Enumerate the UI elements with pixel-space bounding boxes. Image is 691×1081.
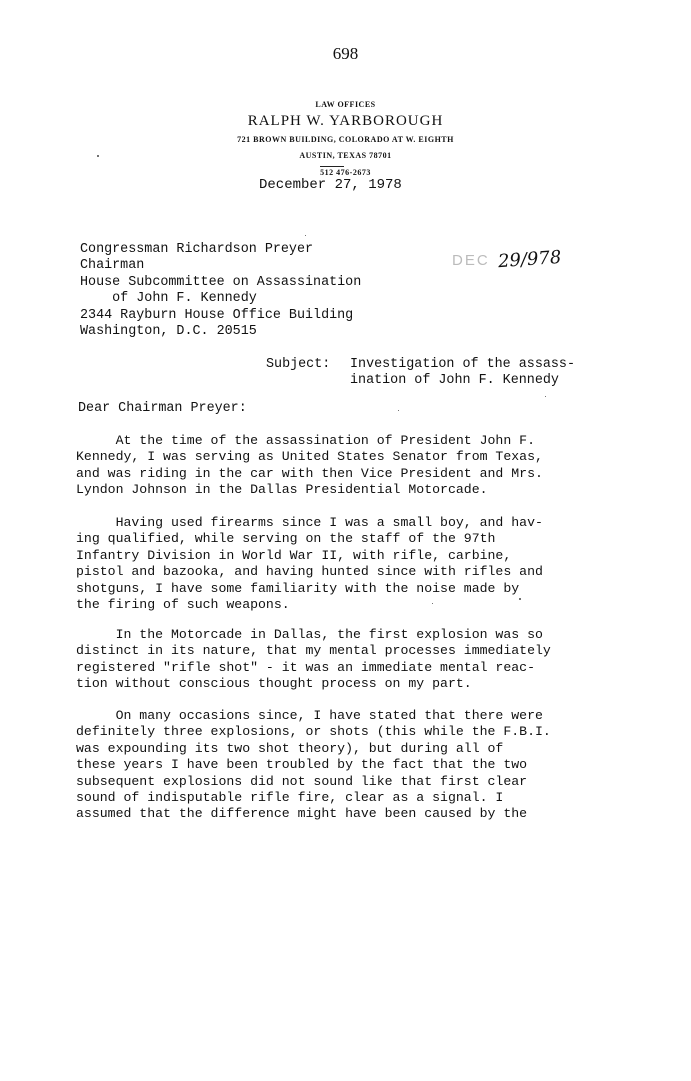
- scan-speck: [398, 410, 399, 411]
- paragraph-3-line-1: In the Motorcade in Dallas, the first explosion was so: [76, 627, 543, 642]
- paragraph-1-line-4: Lyndon Johnson in the Dallas Presidential Motorcade.: [76, 482, 488, 498]
- letterhead-name: RALPH W. YARBOROUGH: [247, 113, 444, 129]
- received-stamp: DEC: [452, 252, 490, 269]
- letterhead-phone: 512 476-2673: [320, 168, 371, 177]
- paragraph-4-line-2: definitely three explosions, or shots (this while the F.B.I.: [76, 724, 551, 740]
- body-paragraph-4: [76, 708, 551, 823]
- subject-line-1: Investigation of the assass-: [350, 357, 575, 372]
- scan-speck: [305, 235, 306, 236]
- body-paragraph-3: [76, 627, 551, 693]
- paragraph-3-line-4: tion without conscious thought process on my part.: [76, 676, 472, 692]
- paragraph-2-line-3: Infantry Division in World War II, with rifle, carbine,: [76, 547, 512, 563]
- body-paragraph-2: [76, 515, 543, 613]
- scan-speck: [97, 155, 99, 157]
- paragraph-4-line-5: subsequent explosions did not sound like that first clear: [76, 773, 528, 789]
- paragraph-1-line-1: At the time of the assassination of President John F.: [76, 433, 535, 448]
- letter-date: December 27, 1978: [259, 177, 402, 193]
- subject-label: Subject:: [266, 357, 331, 372]
- recipient-line-4: of John F. Kennedy: [80, 291, 257, 306]
- letterhead-law-offices: LAW OFFICES: [315, 100, 376, 109]
- paragraph-4-line-4: these years I have been troubled by the fact that the two: [76, 757, 528, 773]
- handwritten-received-date: 29/978: [497, 246, 562, 273]
- paragraph-4-line-1: On many occasions since, I have stated that there were: [76, 708, 543, 723]
- recipient-line-5: 2344 Rayburn House Office Building: [80, 308, 354, 323]
- scan-speck: [432, 603, 433, 604]
- paragraph-4-line-7: assumed that the difference might have been caused by the: [76, 806, 528, 822]
- paragraph-3-line-2: distinct in its nature, that my mental processes immediately: [76, 643, 551, 659]
- scan-speck: [545, 396, 546, 397]
- letterhead-address: 721 BROWN BUILDING, COLORADO AT W. EIGHTH: [237, 135, 454, 144]
- paragraph-4-line-6: sound of indisputable rifle fire, clear as a signal. I: [76, 790, 504, 806]
- letterhead-city: AUSTIN, TEXAS 78701: [299, 151, 392, 160]
- paragraph-2-line-4: pistol and bazooka, and having hunted since with rifles and: [76, 564, 543, 580]
- recipient-line-2: Chairman: [80, 258, 145, 273]
- page-number: 698: [332, 44, 359, 63]
- recipient-line-3: House Subcommittee on Assassination: [80, 275, 362, 290]
- paragraph-2-line-1: Having used firearms since I was a small boy, and hav-: [76, 515, 543, 530]
- body-paragraph-1: [76, 433, 543, 499]
- paragraph-1-line-3: and was riding in the car with then Vice President and Mrs.: [76, 465, 543, 481]
- letterhead-divider: [320, 166, 344, 167]
- paragraph-1-line-2: Kennedy, I was serving as United States Senator from Texas,: [76, 449, 543, 465]
- salutation: Dear Chairman Preyer:: [78, 401, 247, 416]
- subject-line-2: ination of John F. Kennedy: [350, 373, 559, 388]
- recipient-line-6: Washington, D.C. 20515: [80, 324, 257, 339]
- paragraph-3-line-3: registered "rifle shot" - it was an immediate mental reac-: [76, 659, 535, 675]
- paragraph-2-line-6: the firing of such weapons.: [76, 597, 290, 613]
- paragraph-2-line-2: ing qualified, while serving on the staff of the 97th: [76, 531, 496, 547]
- recipient-line-1: Congressman Richardson Preyer: [80, 242, 314, 257]
- paragraph-4-line-3: was expounding its two shot theory), but during all of: [76, 740, 504, 756]
- paragraph-2-line-5: shotguns, I have some familiarity with the noise made by: [76, 580, 520, 596]
- scan-speck: [519, 598, 521, 600]
